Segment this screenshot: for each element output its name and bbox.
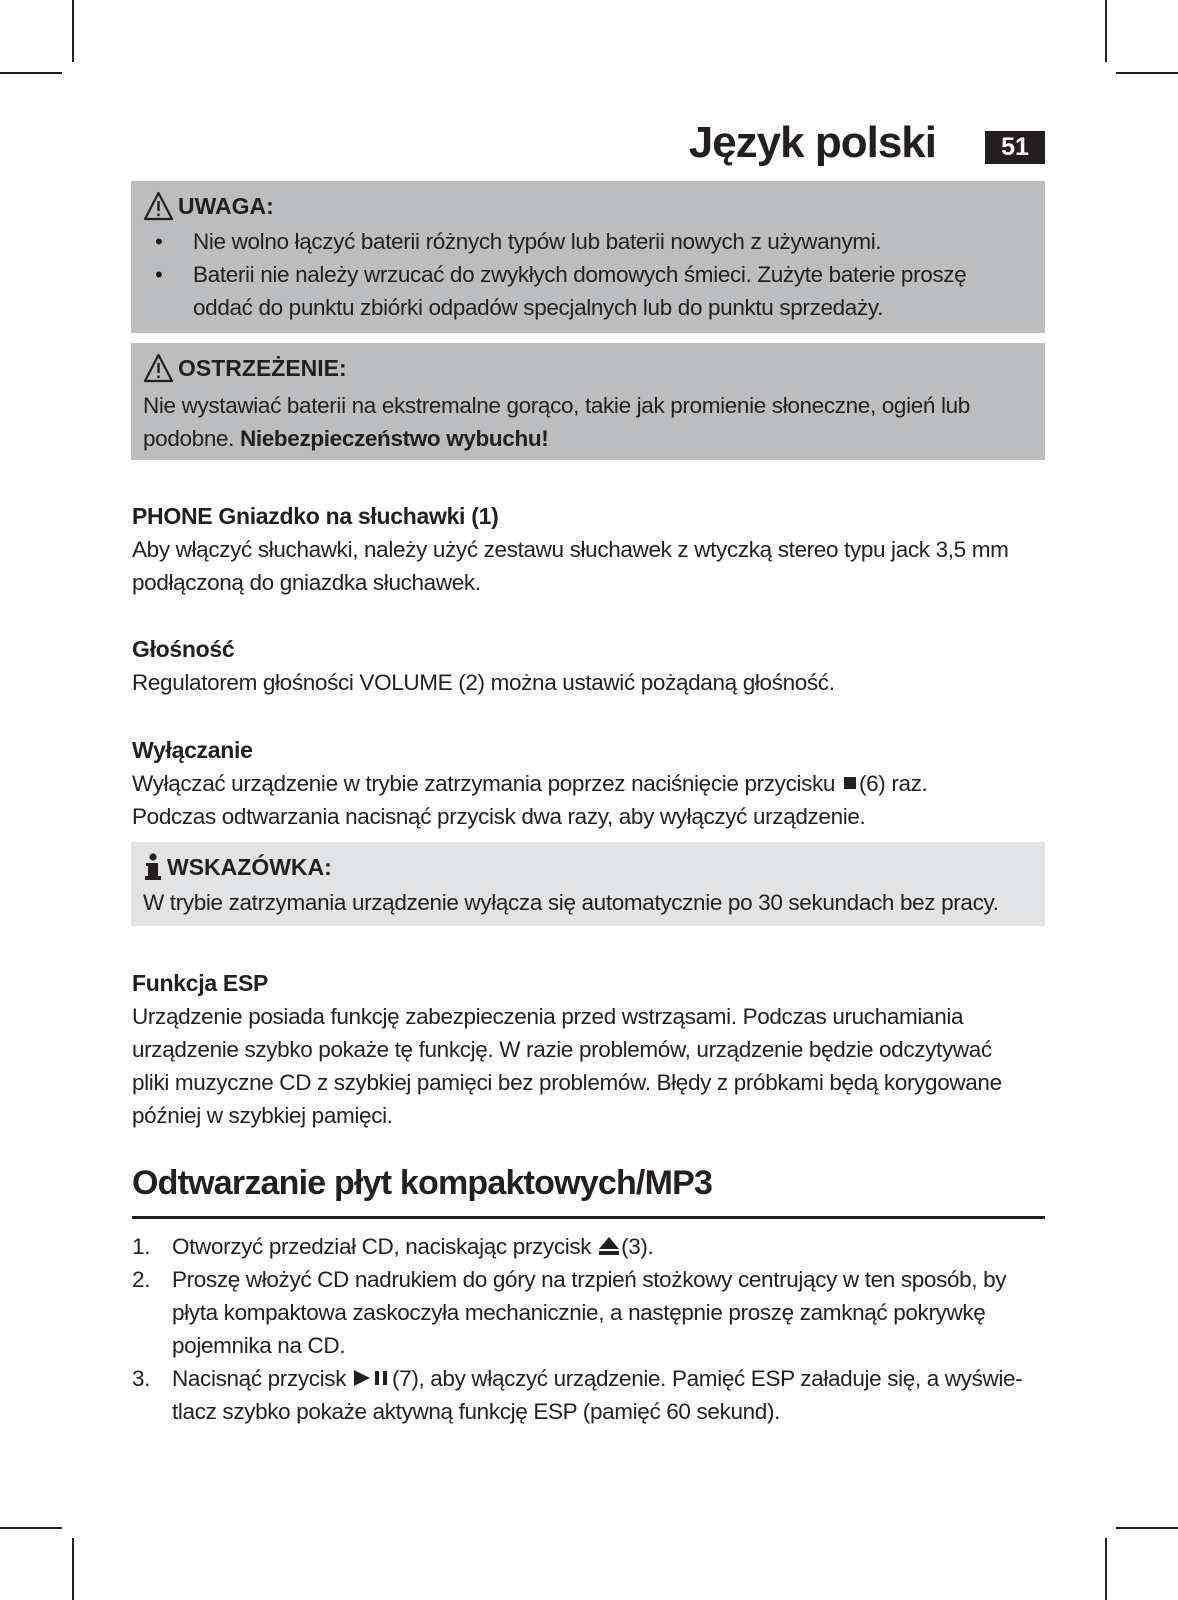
text-part: (6) raz.: [859, 771, 928, 796]
paragraph-line: urządzenie szybko pokaże tę funkcję. W razie problemów, urządzenie będzie odczytywać: [132, 1037, 992, 1062]
info-icon: [143, 853, 163, 881]
crop-mark: [1105, 1538, 1107, 1600]
paragraph-line: później w szybkiej pamięci.: [132, 1103, 393, 1128]
text-part: (7), aby włączyć urządzenie. Pamięć ESP załaduje się, a wyświe-: [392, 1366, 1023, 1391]
crop-mark: [72, 1538, 74, 1600]
step-number: 2.: [132, 1267, 151, 1292]
step-line: [172, 1362, 1022, 1395]
note-heading: [143, 852, 1033, 882]
step-text: [172, 1263, 1006, 1362]
bullet-text: Nie wolno łączyć baterii różnych typów lub baterii nowych z używanymi.: [193, 229, 882, 254]
cd-steps: [132, 1230, 1044, 1428]
section-title: Odtwarzanie płyt kompaktowych/MP3: [132, 1164, 713, 1202]
warning-heading: [143, 353, 1033, 383]
stop-icon: [843, 776, 857, 790]
eject-icon: [598, 1236, 620, 1256]
step-line: tlacz szybko pokaże aktywną funkcję ESP (pamięć 60 sekund).: [172, 1399, 780, 1424]
step-line: Proszę włożyć CD nadrukiem do góry na trzpień stożkowy centrujący w ten sposób, by: [172, 1267, 1007, 1292]
warning-text-plain: podobne.: [143, 426, 240, 451]
warning-text: Nie wystawiać baterii na ekstremalne gorąco, takie jak promienie słoneczne, ogień lub: [143, 393, 970, 418]
step-line: płyta kompaktowa zaskoczyła mechanicznie, a następnie proszę zamknąć pokrywkę: [172, 1300, 986, 1325]
crop-mark: [1116, 72, 1178, 74]
list-item: [132, 1263, 1044, 1362]
crop-mark: [72, 0, 74, 62]
phone-section: [132, 500, 1044, 599]
step-number: 3.: [132, 1366, 151, 1391]
step-line: pojemnika na CD.: [172, 1333, 346, 1358]
step-text: [172, 1362, 1022, 1428]
note-box: [131, 842, 1045, 926]
warning-triangle-icon: [143, 191, 174, 221]
text-part: Wyłączać urządzenie w trybie zatrzymania poprzez naciśnięcie przycisku: [132, 771, 836, 796]
step-text: [172, 1230, 653, 1263]
crop-mark: [0, 1527, 62, 1529]
note-heading-text: WSKAZÓWKA:: [167, 854, 332, 880]
note-text: W trybie zatrzymania urządzenie wyłącza się automatycznie po 30 sekundach bez pracy.: [143, 890, 999, 915]
text-part: Otworzyć przedział CD, naciskając przycisk: [172, 1234, 592, 1259]
warning-box: [131, 343, 1045, 460]
paragraph-line: podłączoną do gniazdka słuchawek.: [132, 570, 481, 595]
paragraph-line: Urządzenie posiada funkcję zabezpieczenia przed wstrząsami. Podczas uruchamiania: [132, 1004, 964, 1029]
esp-section: [132, 967, 1044, 1132]
section-heading: Funkcja ESP: [132, 970, 269, 996]
list-item: [132, 1362, 1044, 1428]
crop-mark: [0, 72, 62, 74]
text-part: (3).: [621, 1234, 654, 1259]
bullet-icon: •: [155, 262, 163, 287]
play-pause-icon: [353, 1369, 391, 1387]
volume-section: [132, 633, 1044, 699]
paragraph-line: pliki muzyczne CD z szybkiej pamięci bez problemów. Błędy z próbkami będą korygowane: [132, 1070, 1002, 1095]
crop-mark: [1105, 0, 1107, 62]
caution-box: [131, 181, 1045, 333]
paragraph-line: Regulatorem głośności VOLUME (2) można ustawić pożądaną głośność.: [132, 670, 835, 695]
caution-heading-text: UWAGA:: [178, 193, 274, 219]
warning-text-bold: Niebezpieczeństwo wybuchu!: [239, 426, 549, 451]
section-heading: PHONE Gniazdko na słuchawki (1): [132, 503, 499, 529]
page-number: 51: [985, 131, 1045, 164]
bullet-spacer: [143, 291, 193, 324]
text-part: Nacisnąć przycisk: [172, 1366, 347, 1391]
list-item: [143, 258, 1033, 291]
crop-mark: [1116, 1527, 1178, 1529]
caution-heading: [143, 191, 1033, 221]
bullet-text: oddać do punktu zbiórki odpadów specjalnych lub do punktu sprzedaży.: [193, 295, 883, 320]
list-item: [143, 225, 1033, 258]
section-heading: Głośność: [132, 636, 235, 662]
warning-heading-text: OSTRZEŻENIE:: [178, 355, 347, 381]
list-item-continuation: [143, 291, 1033, 324]
bullet-icon: •: [155, 229, 163, 254]
section-divider: [132, 1216, 1045, 1219]
bullet-text: Baterii nie należy wrzucać do zwykłych domowych śmieci. Zużyte baterie proszę: [193, 262, 967, 287]
warning-text-line2: [143, 422, 1033, 455]
power-off-section: [132, 734, 1044, 833]
step-number: 1.: [132, 1234, 151, 1259]
section-heading: Wyłączanie: [132, 737, 253, 763]
page-title: Język polski: [688, 118, 936, 167]
warning-triangle-icon: [143, 353, 174, 383]
paragraph-line: Aby włączyć słuchawki, należy użyć zestawu słuchawek z wtyczką stereo typu jack 3,5 mm: [132, 537, 1009, 562]
paragraph-line: Podczas odtwarzania nacisnąć przycisk dwa razy, aby wyłączyć urządzenie.: [132, 804, 866, 829]
paragraph-line: [132, 767, 1044, 800]
list-item: [132, 1230, 1044, 1263]
